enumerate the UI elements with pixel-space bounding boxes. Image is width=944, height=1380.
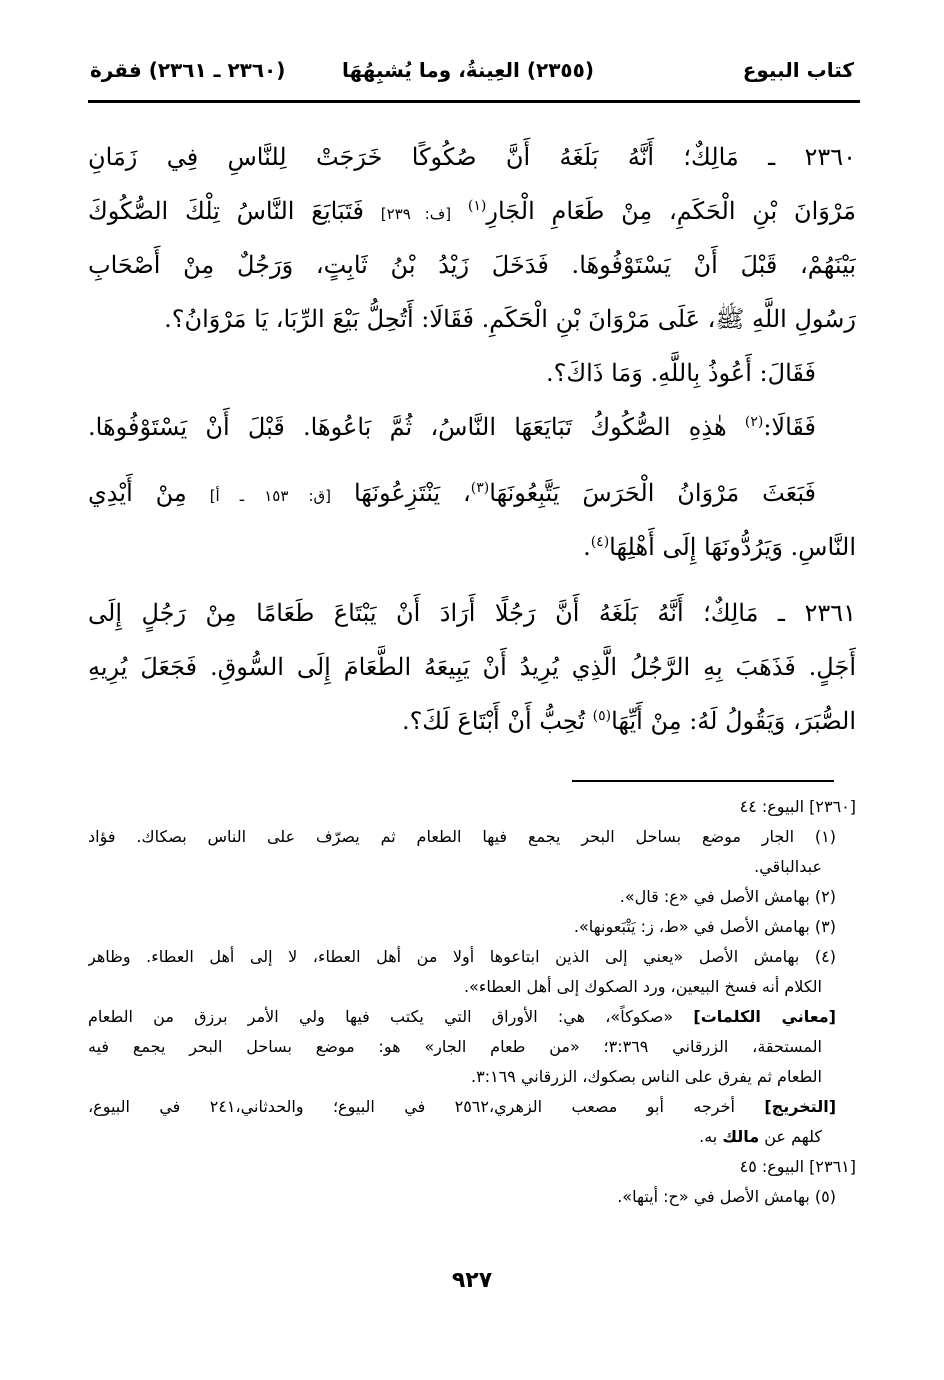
hadith-text: ٢٣٦٠ ـ مَالِكٌ؛ أَنَّهُ بَلَغَهُ أَنَّ صُكُوكًا خَرَجَتْ لِلنَّاسِ فِي زَمَانِ: [88, 143, 856, 171]
hadith-text: ٢٣٦١ ـ مَالِكٌ؛ أَنَّهُ بَلَغَهُ أَنَّ رَجُلًا أَرَادَ أَنْ يَبْتَاعَ طَعَامًا مِنْ رَجُلٍ إِلَى: [88, 599, 856, 627]
running-header-paragraph-range: (٢٣٦٠ ـ ٢٣٦١) فقرة: [90, 58, 286, 82]
footnote-marker: (٣): [470, 480, 490, 496]
takhrij-text: به.: [699, 1127, 718, 1146]
footnote-source-2360: [٢٣٦٠] البيوع: ٤٤: [739, 797, 856, 816]
takhrij-line-1: [88, 1092, 856, 1122]
hadith-2360-action-line-2: النَّاسِ. وَيَرُدُّونَهَا إِلَى أَهْلِهَا$^{(٤)}$.: [583, 533, 856, 561]
hadith-text: فَقَالَ: أَعُوذُ بِاللَّهِ. وَمَا ذَاكَ؟.: [545, 359, 816, 387]
hadith-2360-explanation: [88, 400, 856, 454]
footnote-marker: (٤): [590, 534, 610, 550]
hadith-text: بَيْنَهُمْ، قَبْلَ أَنْ يَسْتَوْفُوهَا. فَدَخَلَ زَيْدُ بْنُ ثَابِتٍ، وَرَجُلٌ مِنْ أَصْحَابِ: [88, 251, 856, 279]
hadith-text: رَسُولِ اللَّهِ ﷺ، عَلَى مَرْوَانَ بْنِ الْحَكَمِ. فَقَالَا: أَتُحِلُّ بَيْعَ الرِّبَا، يَا مَرْوَانُ؟.: [164, 305, 856, 333]
running-header-book-title: كتاب البيوع: [742, 58, 854, 82]
word-meanings-line-3: الطعام ثم يفرق على الناس بصكوك، الزرقاني ٣:١٦٩.: [471, 1067, 822, 1086]
footnote-1-line-2: عبدالباقي.: [754, 857, 822, 876]
running-header-chapter-title: (٢٣٥٥) العِينةُ، وما يُشبِهُهَا: [342, 58, 594, 82]
footnote-1-line-1: (١) الجار موضع بساحل البحر يجمع فيها الطعام ثم يصرّف على الناس بصكاك. فؤاد: [88, 827, 836, 846]
hadith-text: الصُّبَرَ، وَيَقُولُ لَهُ: مِنْ أَيِّهَا: [611, 707, 856, 735]
footnote-4-line-2: الكلام أنه فسخ البيعين، ورد الصكوك إلى أهل العطاء».: [463, 977, 822, 996]
word-meanings-text: «صكوكاً»، هي: الأوراق التي يكتب فيها ولي الأمر برزق من الطعام: [88, 1007, 674, 1026]
footnote-5: (٥) بهامش الأصل في «ح: أيتها».: [617, 1187, 836, 1206]
hadith-2360-line-3: [88, 238, 856, 292]
footnote-2: (٢) بهامش الأصل في «ع: قال».: [619, 887, 836, 906]
footnote-4-line-1: (٤) بهامش الأصل «يعني إلى الذين ابتاعوها أولا من أهل العطاء، لا إلى أهل العطاء. وظاهر: [88, 947, 836, 966]
footnote-source-2361: [٢٣٦١] البيوع: ٤٥: [739, 1157, 856, 1176]
word-meanings-label: [معاني الكلمات]: [693, 1007, 836, 1026]
hadith-2360-reply: [88, 346, 856, 400]
hadith-2361-line-2: [88, 640, 856, 694]
hadith-text: فَبَعَثَ مَرْوَانُ الْحَرَسَ يَتَّبِعُونَهَا: [489, 479, 817, 507]
hadith-2360-line-4: [88, 292, 856, 346]
hadith-2361-line-1: [88, 586, 856, 640]
page-reference: [ف: ٢٣٩]: [380, 205, 452, 223]
takhrij-text: كلهم عن: [764, 1127, 822, 1146]
hadith-text: أَجَلٍ. فَذَهَبَ بِهِ الرَّجُلُ الَّذِي يُرِيدُ أَنْ يَبِيعَهُ الطَّعَامَ إِلَى السُّوقِ. فَجَعَلَ يُرِيهِ: [88, 653, 856, 681]
takhrij-name: مالك: [722, 1127, 760, 1146]
hadith-text: مِنْ أَيْدِي: [88, 479, 187, 507]
footnote-marker: (٢): [744, 414, 764, 430]
word-meanings-line-2: المستحقة، الزرقاني ٣:٣٦٩؛ «من طعام الجار» هو: موضع بساحل البحر يجمع فيه: [88, 1037, 823, 1056]
hadith-text: تُحِبُّ أَنْ أَبْتَاعَ لَكَ؟.: [401, 707, 585, 735]
footnote-marker: (٥): [592, 708, 612, 724]
footnote-divider: [572, 780, 834, 782]
hadith-text: النَّاسِ. وَيَرُدُّونَهَا إِلَى أَهْلِهَا: [609, 533, 856, 561]
hadith-2360-action-line-1: [88, 466, 856, 520]
hadith-text: فَقَالَا:: [763, 413, 817, 441]
takhrij-line-2: [88, 1122, 856, 1152]
word-meanings-line-1: [88, 1002, 856, 1032]
footnote-3: (٣) بهامش الأصل في «ط، ز: يَتْبَعونها».: [573, 917, 836, 936]
hadith-text: فَتَبَايَعَ النَّاسُ تِلْكَ الصُّكُوكَ: [88, 197, 364, 225]
page-reference: [ق: ١٥٣ ـ أ]: [209, 487, 332, 505]
hadith-2360-line-2: [88, 184, 856, 238]
footnotes: [88, 792, 856, 1212]
page-number: ٩٢٧: [451, 1268, 493, 1293]
hadith-2361-line-3: [88, 694, 856, 748]
hadith-text: مَرْوَانَ بْنِ الْحَكَمِ، مِنْ طَعَامِ الْجَارِ: [486, 197, 856, 225]
hadith-text: ، يَنْتَزِعُونَهَا: [353, 479, 471, 507]
main-text: [88, 130, 856, 748]
footnote-marker: (١): [467, 198, 487, 214]
hadith-text: هٰذِهِ الصُّكُوكُ تَبَايَعَهَا النَّاسُ، ثُمَّ بَاعُوهَا. قَبْلَ أَنْ يَسْتَوْفُوهَا.: [88, 413, 727, 441]
takhrij-text: أخرجه أبو مصعب الزهري،٢٥٦٢ في البيوع؛ والحدثاني،٢٤١ في البيوع،: [88, 1097, 735, 1116]
takhrij-label: [التخريج]: [764, 1097, 837, 1116]
hadith-2360-line-1: [88, 130, 856, 184]
header-divider: [88, 100, 860, 103]
